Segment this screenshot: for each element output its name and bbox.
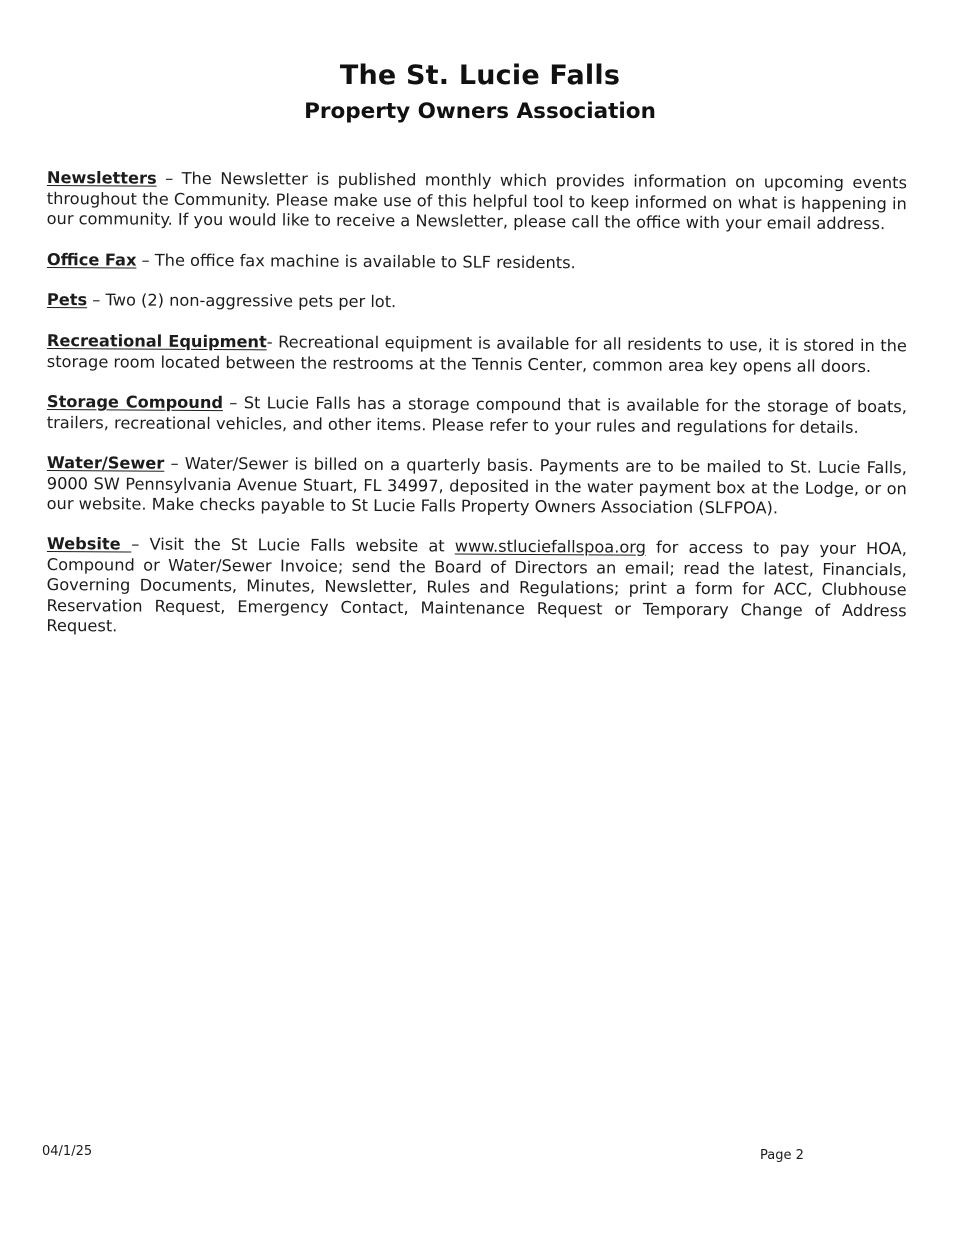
document-title: The St. Lucie Falls bbox=[339, 60, 621, 91]
website-text-after: for access to pay your HOA, Compound or Water/Sewer Invoice; send the Board of Directors an email; read the latest, Financials, Governing Documents, Minutes, Newsletter, Rules and Regulations; print a form for ACC, Clubhouse Reservation Request, Emergency Contact, Maintenance Request or Temporary Change of Address Request. bbox=[46, 537, 907, 636]
storage-compound-heading: Storage Compound bbox=[46, 391, 224, 412]
footer-date: 04/1/25 bbox=[42, 1144, 93, 1159]
sections-list bbox=[47, 168, 907, 657]
section-storage-compound bbox=[47, 392, 907, 438]
footer-page-number: Page 2 bbox=[760, 1148, 804, 1163]
pets-text: – Two (2) non-aggressive pets per lot. bbox=[87, 290, 397, 312]
section-water-sewer bbox=[47, 453, 907, 520]
website-heading: Website bbox=[46, 534, 132, 554]
water-sewer-heading: Water/Sewer bbox=[46, 452, 165, 473]
recreational-equipment-text: - Recreational equipment is available for all residents to use, it is stored in the storage room located between the restrooms at the Tennis Center, common area key opens all doors. bbox=[46, 331, 907, 376]
document-subtitle: Property Owners Association bbox=[304, 99, 656, 124]
office-fax-text: – The office fax machine is available to SLF residents. bbox=[136, 250, 576, 272]
newsletters-heading: Newsletters bbox=[46, 168, 157, 188]
section-office-fax bbox=[47, 250, 907, 276]
section-recreational-equipment bbox=[47, 331, 907, 377]
water-sewer-text: – Water/Sewer is billed on a quarterly basis. Payments are to be mailed to St. Lucie Falls, 9000 SW Pennsylvania Avenue Stuart, FL 34997, deposited in the water payment box at the Lodge, or on our website. Make checks payable to St Lucie Falls Property Owners Association (SLFPOA). bbox=[46, 453, 907, 517]
office-fax-heading: Office Fax bbox=[46, 249, 137, 270]
storage-compound-text: – St Lucie Falls has a storage compound that is available for the storage of boats, trailers, recreational vehicles, and other items. Please refer to your rules and regulations for details. bbox=[46, 392, 907, 436]
newsletters-text: – The Newsletter is published monthly which provides information on upcoming events throughout the Community. Please make use of this helpful tool to keep informed on what is happening in our community. If you would like to receive a Newsletter, please call the office with your email address. bbox=[46, 168, 907, 234]
recreational-equipment-heading: Recreational Equipment bbox=[46, 330, 267, 351]
section-newsletters bbox=[47, 168, 907, 235]
section-website bbox=[46, 534, 907, 642]
website-text-before: – Visit the St Lucie Falls website at bbox=[131, 534, 455, 556]
website-link[interactable]: www.stluciefallspoa.org bbox=[454, 536, 646, 557]
pets-heading: Pets bbox=[46, 290, 88, 310]
section-pets bbox=[47, 290, 907, 316]
